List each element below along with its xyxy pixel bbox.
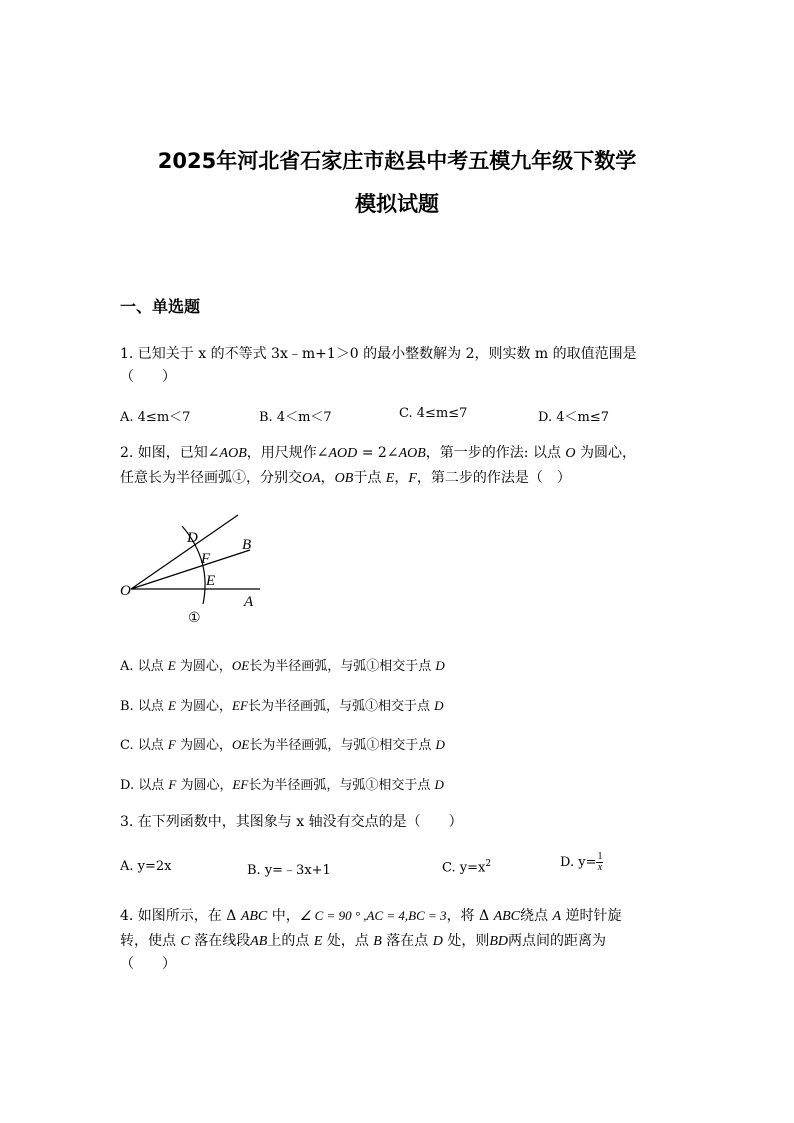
q1-paren: （ ）	[120, 369, 176, 385]
option-segment: EF	[232, 698, 248, 713]
q4-paren: （ ）	[120, 956, 176, 972]
section-heading: 一、单选题	[120, 297, 201, 316]
fraction-numerator: 1	[597, 851, 603, 862]
q2-line2	[120, 467, 571, 487]
q4-text: 绕点	[520, 908, 553, 924]
q4-line1	[120, 905, 622, 925]
q2-option-c	[120, 734, 445, 753]
q2-option-a	[120, 655, 445, 674]
q4-text: 处，点	[322, 933, 374, 949]
q4-point: C	[180, 934, 190, 949]
q2-text: ，	[320, 470, 335, 486]
q4-point: A	[552, 909, 562, 924]
option-text: C. y=x	[442, 860, 486, 876]
q4-line2	[120, 930, 606, 950]
option-text: D. 以点	[120, 778, 169, 793]
q2-angle: AOB	[219, 446, 247, 461]
q1-option-c: C. 4≤m≤7	[399, 406, 468, 421]
option-text: A. 以点	[120, 659, 168, 674]
q1-text: 1. 已知关于 x 的不等式 3x﹣m+1＞0 的最小整数解为 2，则实数 m 的取值范围是	[120, 346, 637, 362]
exponent: 2	[485, 859, 492, 869]
option-point: D	[435, 658, 445, 673]
q4-text: 逆时针旋	[561, 908, 622, 924]
q2-option-b	[120, 695, 443, 714]
q4-point: E	[313, 934, 323, 949]
q2-angle: AOD	[328, 446, 358, 461]
q2-point: E	[385, 471, 395, 486]
q2-option-d	[120, 774, 444, 793]
q4-segment: AB	[250, 934, 268, 949]
label-f: F	[201, 551, 211, 567]
label-d: D	[187, 530, 198, 546]
option-text: 为圆心，	[175, 699, 233, 714]
option-text: 为圆心，	[175, 659, 232, 674]
option-point: D	[434, 698, 444, 713]
option-point: D	[434, 777, 444, 792]
q1-option-d: D. 4＜m≤7	[538, 410, 609, 425]
q2-text: 于点	[353, 470, 386, 486]
option-segment: OE	[231, 737, 250, 752]
option-text: 长为半径画弧，与弧①相交于点	[248, 778, 435, 793]
option-text: 为圆心，	[176, 778, 233, 793]
ray-ob	[131, 550, 250, 589]
q4-text: 4. 如图所示，在 Δ	[120, 908, 241, 924]
q2-point: F	[408, 471, 417, 486]
option-point: F	[167, 737, 176, 752]
q2-text: ，第一步的作法: 以点	[425, 445, 566, 461]
q1-option-b: B. 4＜m＜7	[259, 410, 332, 425]
option-text: 为圆心，	[175, 738, 232, 753]
label-b: B	[242, 537, 252, 553]
option-text: D. y=	[560, 855, 597, 870]
q2-text: ，	[394, 470, 409, 486]
q4-text: 中，	[267, 908, 300, 924]
q2-line1	[120, 442, 636, 462]
fraction	[596, 852, 603, 873]
q4-point: B	[373, 934, 382, 949]
q2-angle-figure	[112, 506, 272, 630]
q3-option-b: B. y=﹣3x+1	[247, 863, 331, 878]
option-point: E	[167, 698, 176, 713]
q2-segment: OA	[302, 471, 321, 486]
q3-text: 3. 在下列函数中，其图象与 x 轴没有交点的是（ ）	[120, 814, 463, 830]
option-text: 长为半径画弧，与弧①相交于点	[247, 699, 435, 714]
q2-point: O	[565, 446, 576, 461]
q4-condition: ∠ C = 90 ° ,AC = 4,BC = 3	[299, 908, 447, 923]
ray-od	[131, 515, 238, 589]
q2-text: 为圆心，	[575, 445, 636, 461]
option-text: C. 以点	[120, 738, 168, 753]
label-o: O	[120, 583, 131, 599]
option-text: 长为半径画弧，与弧①相交于点	[249, 659, 436, 674]
q2-text: 2. 如图，已知∠	[120, 445, 220, 461]
doc-title-line1: 2025年河北省石家庄市赵县中考五模九年级下数学	[157, 149, 637, 173]
fraction-denominator: x	[597, 862, 603, 873]
q3-option-d	[560, 852, 603, 873]
q4-text: 处，则	[442, 933, 490, 949]
q2-text: ，第二步的作法是（ ）	[416, 470, 571, 486]
q4-text: 落在线段	[189, 933, 251, 949]
q2-text: ，用尺规作∠	[246, 445, 329, 461]
q4-text: 转，使点	[120, 933, 181, 949]
q2-angle: AOB	[398, 446, 426, 461]
q4-triangle: ABC	[240, 909, 268, 924]
q1-option-a: A. 4≤m＜7	[120, 410, 191, 425]
option-segment: EF	[232, 777, 249, 792]
option-point: E	[167, 658, 176, 673]
label-a: A	[244, 594, 254, 610]
q4-text: 落在点	[381, 933, 433, 949]
q4-text: 两点间的距离为	[508, 933, 606, 949]
option-point: D	[435, 737, 445, 752]
q4-segment: BD	[489, 934, 508, 949]
q3-option-c	[442, 859, 491, 875]
doc-title-line2: 模拟试题	[355, 192, 439, 216]
label-arc1: ①	[188, 611, 201, 626]
q4-point: D	[432, 934, 443, 949]
option-text: 长为半径画弧，与弧①相交于点	[249, 738, 436, 753]
option-text: B. 以点	[120, 699, 168, 714]
label-e: E	[206, 573, 216, 589]
q2-segment: OB	[334, 471, 354, 486]
option-point: F	[168, 777, 177, 792]
q4-triangle: ABC	[493, 909, 521, 924]
option-segment: OE	[231, 658, 250, 673]
q2-text: 任意长为半径画弧①，分别交	[120, 470, 302, 486]
q3-option-a: A. y=2x	[120, 859, 172, 874]
q4-text: 上的点	[267, 933, 314, 949]
q2-text: = 2∠	[357, 445, 399, 461]
q4-text: ，将 Δ	[446, 908, 494, 924]
